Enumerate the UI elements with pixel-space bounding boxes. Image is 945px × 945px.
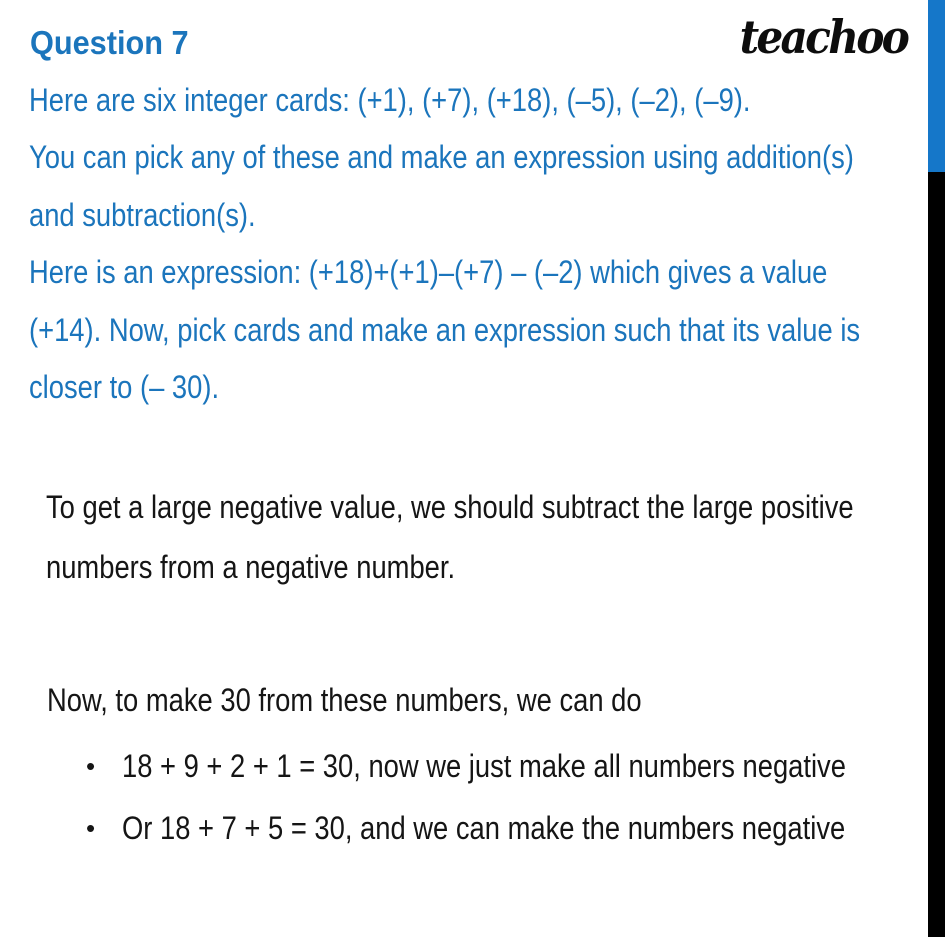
question-line: closer to (– 30). xyxy=(29,368,220,405)
question-line: Here are six integer cards: (+1), (+7), (+18), (–5), (–2), (–9). xyxy=(29,82,751,118)
solution-bullets xyxy=(86,735,945,859)
brand-logo: teachoo xyxy=(739,10,907,64)
question-line: You can pick any of these and make an expression using addition(s) xyxy=(29,139,854,176)
bullet-text: 18 + 9 + 2 + 1 = 30, now we just make all numbers negative xyxy=(122,748,846,784)
question-line: (+14). Now, pick cards and make an expression such that its value is xyxy=(29,311,861,348)
bullet-icon: • xyxy=(86,813,96,843)
solution-line: To get a large negative value, we should subtract the large positive xyxy=(46,489,854,525)
solution-paragraph-2: Now, to make 30 from these numbers, we can do xyxy=(47,682,642,718)
bullet-item xyxy=(86,797,945,859)
solution-paragraph-1 xyxy=(46,477,945,597)
solution-line: numbers from a negative number. xyxy=(46,549,456,585)
bullet-text: Or 18 + 7 + 5 = 30, and we can make the numbers negative xyxy=(122,810,846,846)
question-line: Here is an expression: (+18)+(+1)–(+7) – (–2) which gives a value xyxy=(29,254,828,291)
question-title: Question 7 xyxy=(30,24,189,61)
question-line: and subtraction(s). xyxy=(29,196,256,233)
bullet-icon: • xyxy=(86,751,96,781)
bullet-item xyxy=(86,735,945,797)
question-text-block xyxy=(29,72,945,416)
